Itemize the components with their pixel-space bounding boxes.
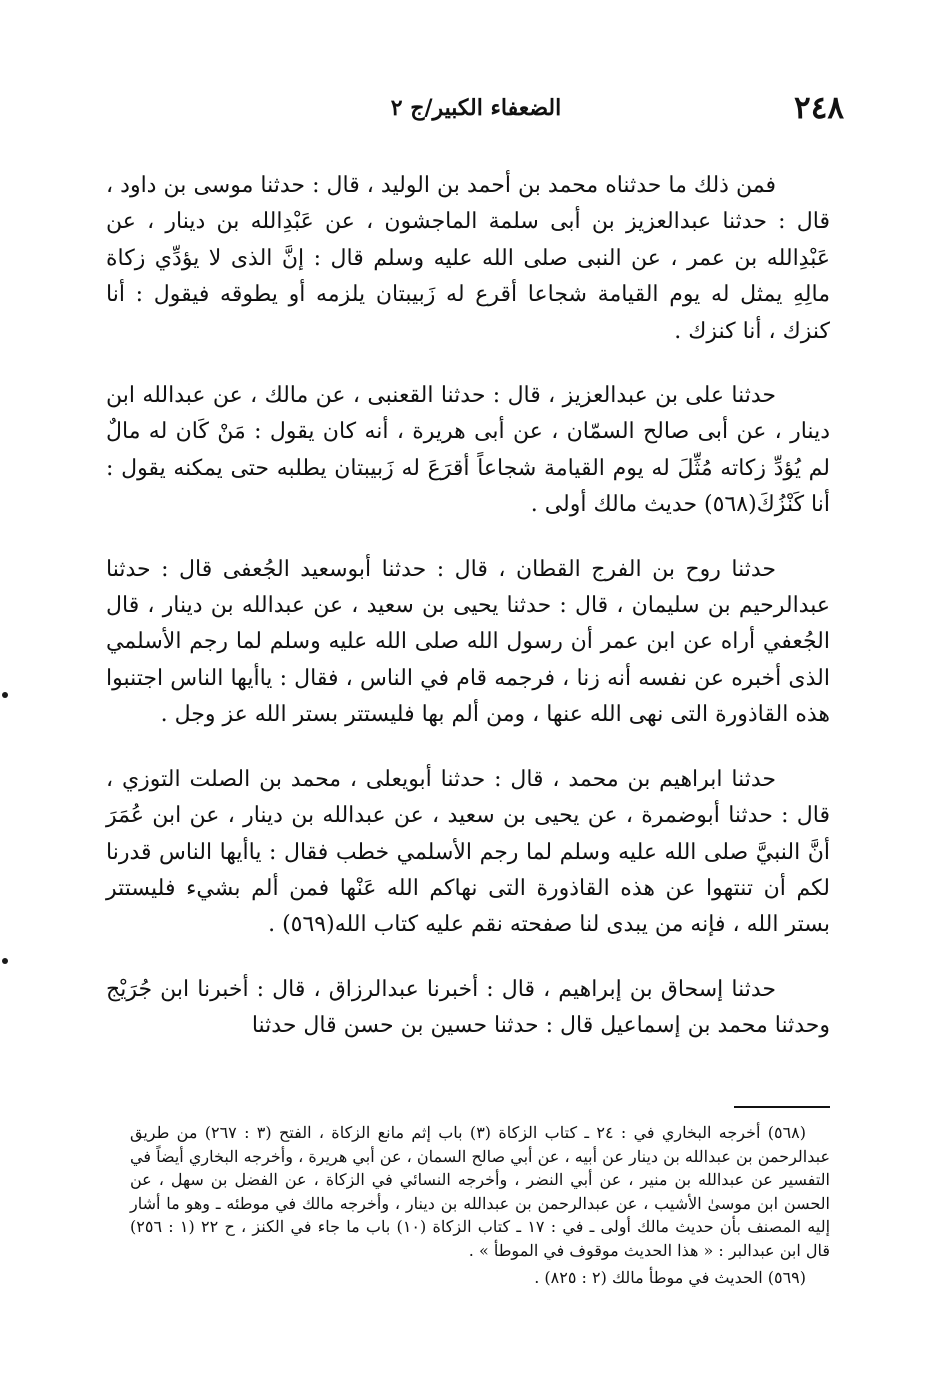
footnote-568: (٥٦٨) أخرجه البخاري في : ٢٤ ـ كتاب الزكاة (٣) باب إثم مانع الزكاة ، الفتح (٣ : ٢٦٧) من طريق عبدالرحمن بن عبدالله بن دينار عن أبيه ، عن أبي صالح السمان ، عن أبي هريرة ، وأخرجه البخاري أيضاً في التفسير عن عبدالله بن منير ، عن أبي النضر ، وأخرجه النسائي في الزكاة ، عن الفضل بن سهل ، عن الحسن ابن موسىٰ الأشيب ، عن عبدالرحمن بن عبدالله بن دينار ، وأخرجه مالك في موطئه ـ وهو ما أشار إليه المصنف بأن حديث مالك أولى ـ في : ١٧ ـ كتاب الزكاة (١٠) باب ما جاء في الكنز ، ح ٢٢ (١ : ٢٥٦) قال ابن عبدالبر : « هذا الحديث موقوف في الموطأ » . bbox=[130, 1123, 831, 1260]
hadith-paragraph-4: حدثنا ابراهيم بن محمد ، قال : حدثنا أبويعلى ، محمد بن الصلت التوزي ، قال : حدثنا أبوضمرة ، عن يحيى بن سعيد ، عن عبدالله بن دينار ، عن ابن عُمَرَ أنَّ النبيَّ صلى الله عليه وسلم لما رجم الأسلمي خطب فقال : ياأيها الناس قدرنا لكم أن تنتهوا عن هذه القاذورة التى نهاكم الله عَنْها فمن ألم بشيء فليستتر بستر الله ، فإنه من يبدى لنا صفحته نقم عليه كتاب الله(٥٦٩) . bbox=[106, 766, 830, 938]
main-text bbox=[106, 168, 830, 1073]
footnote-569: (٥٦٩) الحديث في موطأ مالك (٢ : ٨٢٥) . bbox=[534, 1268, 806, 1287]
page-header bbox=[108, 88, 844, 132]
page-number: ٢٤٨ bbox=[794, 90, 844, 126]
hadith-paragraph-5: حدثنا إسحاق بن إبراهيم ، قال : أخبرنا عبدالرزاق ، قال : أخبرنا ابن جُرَيْج وحدثنا محمد بن إسماعيل قال : حدثنا حسين بن حسن قال حدثنا bbox=[106, 976, 830, 1039]
running-title: الضعفاء الكبير/ج ٢ bbox=[390, 95, 562, 121]
hadith-paragraph-3: حدثنا روح بن الفرج القطان ، قال : حدثنا أبوسعيد الجُعفى قال : حدثنا عبدالرحيم بن سليمان ، قال : حدثنا يحيى بن سعيد ، عن عبدالله بن دينار ، قال الجُعفي أراه عن ابن عمر أن رسول الله صلى الله عليه وسلم لما رجم الأسلمي الذى أخبره عن نفسه أنه زنا ، فرجمه قام في الناس ، فقال : ياأيها الناس اجتنبوا هذه القاذورة التى نهى الله عنها ، ومن ألم بها فليستتر بستر الله عز وجل . bbox=[106, 556, 830, 728]
footnotes bbox=[130, 1121, 830, 1294]
footnote-separator bbox=[734, 1106, 830, 1108]
hadith-paragraph-2: حدثنا على بن عبدالعزيز ، قال : حدثنا القعنبى ، عن مالك ، عن عبدالله ابن دينار ، عن أبى صالح السمّان ، عن أبى هريرة ، أنه كان يقول : مَنْ كَان له مالٌ لم يُؤدِّ زكاته مُثِّلَ له يوم القيامة شجاعاً أقرَعَ له زَبيبتان يطلبه حتى يمكنه يقول : أنا كَنْزُكَ(٥٦٨) حديث مالك أولى . bbox=[106, 383, 830, 518]
scan-mark-dot bbox=[2, 692, 8, 698]
scan-mark-dot bbox=[2, 958, 8, 964]
hadith-paragraph-1: فمن ذلك ما حدثناه محمد بن أحمد بن الوليد ، قال : حدثنا موسى بن داود ، قال : حدثنا عبدالعزيز بن أبى سلمة الماجشون ، عن عَبْدِالله بن دينار ، عن عَبْدِالله بن عمر ، عن النبى صلى الله عليه وسلم قال : إنَّ الذى لا يؤدِّي زكاة مالِهِ يمثل له يوم القيامة شجاعا أقرع له زَبيبتان يلزمه أو يطوقه فيقول : أنا كنزك ، أنا كنزك . bbox=[106, 173, 830, 344]
